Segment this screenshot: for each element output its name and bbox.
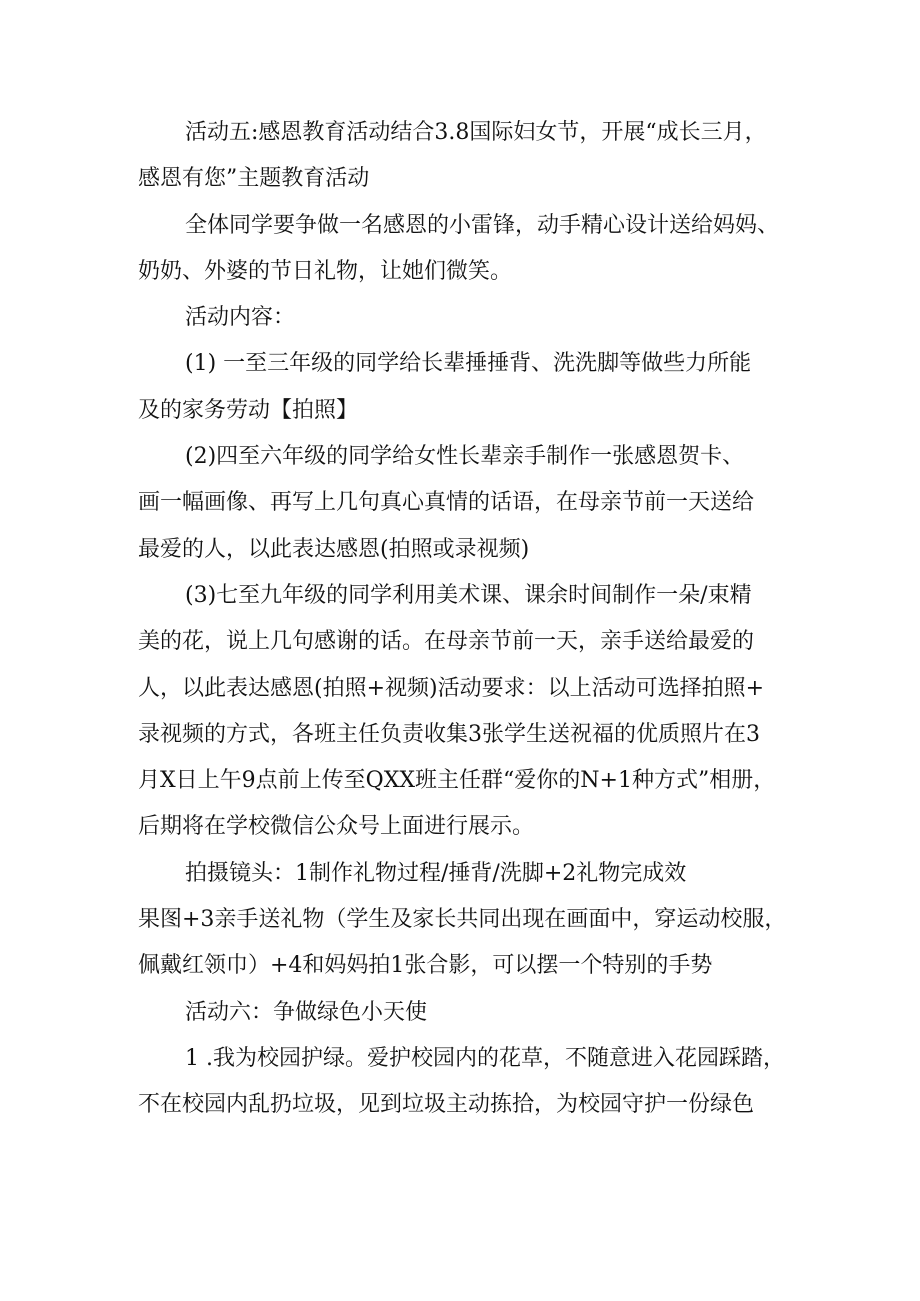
paragraph-line: 画一幅画像、再写上几句真心真情的话语，在母亲节前一天送给 xyxy=(138,490,755,516)
paragraph-line: 活动六：争做绿色小天使 xyxy=(185,999,428,1025)
paragraph-line: 感恩有您”主题教育活动 xyxy=(138,166,370,192)
paragraph-line: 佩戴红领巾）+4和妈妈拍1张合影，可以摆一个特别的手势 xyxy=(138,953,713,979)
paragraph-line: 活动内容： xyxy=(185,305,296,331)
paragraph-line: 活动五:感恩教育活动结合3.8国际妇女节，开展“成长三月， xyxy=(185,120,767,145)
paragraph-line: 果图+3亲手送礼物（学生及家长共同出现在画面中，穿运动校服， xyxy=(138,907,787,933)
paragraph xyxy=(138,1036,810,1129)
paragraph-line: 后期将在学校微信公众号上面进行展示。 xyxy=(138,814,535,840)
paragraph-line: 最爱的人，以此表达感恩(拍照或录视频) xyxy=(138,536,530,562)
paragraph-line: 美的花，说上几句感谢的话。在母亲节前一天，亲手送给最爱的 xyxy=(138,629,755,655)
paragraph-line: 拍摄镜头：1制作礼物过程/捶背/洗脚+2礼物完成效 xyxy=(185,860,687,886)
paragraph xyxy=(138,851,810,990)
paragraph-line: 人，以此表达感恩(拍照+视频)活动要求：以上活动可选择拍照+ xyxy=(138,675,765,701)
paragraph xyxy=(138,341,810,434)
paragraph-line: (2)四至六年级的同学给女性长辈亲手制作一张感恩贺卡、 xyxy=(185,444,745,470)
document-body xyxy=(138,110,810,1129)
paragraph-line: 奶奶、外婆的节日礼物，让她们微笑。 xyxy=(138,258,513,284)
paragraph xyxy=(138,203,810,296)
paragraph-line: 全体同学要争做一名感恩的小雷锋，动手精心设计送给妈妈、 xyxy=(185,212,780,238)
paragraph xyxy=(138,295,810,341)
paragraph xyxy=(138,573,810,851)
paragraph-line: 及的家务劳动【拍照】 xyxy=(138,397,359,423)
paragraph-line: 1 .我为校园护绿。爱护校园内的花草，不随意进入花园踩踏， xyxy=(185,1045,785,1071)
paragraph xyxy=(138,990,810,1036)
paragraph-line: 月X日上午9点前上传至QXX班主任群“爱你的N+1种方式”相册， xyxy=(138,768,776,794)
paragraph-line: (3)七至九年级的同学利用美术课、课余时间制作一朵/束精 xyxy=(185,582,752,608)
paragraph-line: 不在校园内乱扔垃圾，见到垃圾主动拣拾，为校园守护一份绿色 xyxy=(138,1092,755,1118)
paragraph-line: 录视频的方式，各班主任负责收集3张学生送祝福的优质照片在3 xyxy=(138,721,760,747)
paragraph-line: (1) 一至三年级的同学给长辈捶捶背、洗洗脚等做些力所能 xyxy=(185,351,752,377)
paragraph xyxy=(138,434,810,573)
paragraph xyxy=(138,110,810,203)
